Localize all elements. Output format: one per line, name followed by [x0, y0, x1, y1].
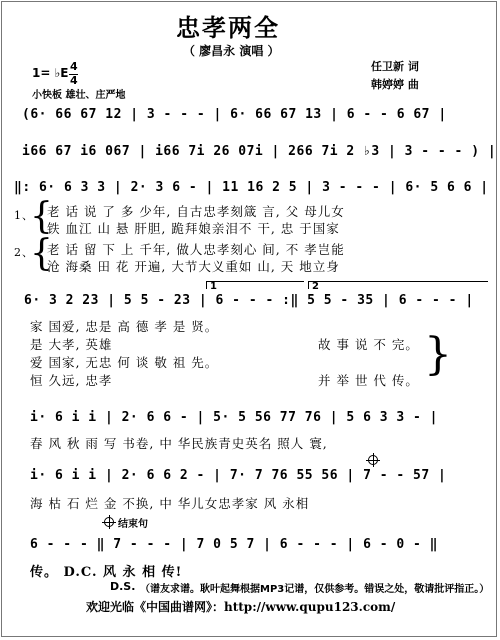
ending-1-number: 1 [210, 281, 217, 292]
verse-brace-left: { [30, 196, 53, 237]
lyric-5: 春 风 秋 雨 写 书卷, 中 华民族青史英名 照人 寰, [30, 436, 328, 451]
site-footer: 欢迎光临《中国曲谱网》：http://www.qupu123.com/ [86, 600, 396, 614]
score-line-7: 6 - - - ‖ 7 - - - | 7 0 5 7 | 6 - - - | 6 - 0 - ‖ [30, 537, 439, 552]
verse-1-label: 1、 [14, 209, 34, 222]
lyric-4b: 是 大孝, 英雄 [30, 337, 113, 352]
lyric-4b-right: 故 事 说 不 完。 [318, 337, 419, 352]
transcriber-note: （谱友求谱。耿叶起舞根据MP3记谱，仅供参考。错误之处，敬请批评指正。） [140, 584, 490, 595]
tempo-marking: 小快板 雄壮、庄严地 [32, 90, 126, 101]
lyric-4a: 家 国爱, 忠是 高 德 孝 是 贤。 [30, 319, 219, 334]
score-line-1: (6· 66 67 12 | 3 - - - | 6· 66 67 13 | 6 - - 6 67 | [22, 107, 447, 122]
score-line-2: i66 67 i6 067 | i66 7i 26 07i | 266 7i 2 ♭3 | 3 - - - ) | [22, 144, 497, 159]
lyric-4d: 恒 久远, 忠孝 [30, 373, 113, 388]
song-title: 忠孝两全 [176, 13, 280, 42]
lyric-6: 海 枯 石 烂 金 不换, 中 华儿女忠孝家 风 永相 [30, 496, 310, 511]
score-line-4: 6· 3 2 23 | 5 5 - 23 | 6 - - - :‖ 5 5 - 35 | 6 - - - | [24, 293, 474, 308]
composer-credit: 韩婷婷 曲 [371, 78, 419, 91]
lyric-4d-right: 并 举 世 代 传。 [318, 373, 419, 388]
verse-2-line-b: 沧 海桑 田 花 开遍, 大节大义重如 山, 天 地立身 [47, 259, 340, 274]
verse-brace-left-2: { [30, 233, 53, 274]
verse-2-label: 2、 [14, 246, 34, 259]
lyric-7: 传。 D.C. 风 永 相 传! [30, 565, 183, 580]
verse-brace-right: } [424, 329, 452, 380]
verse-2-line-a: 老 话 留 下 上 千年, 做人忠孝刻心 间, 不 孝岂能 [47, 242, 345, 257]
coda-label: 结束句 [118, 519, 148, 530]
coda-icon [104, 517, 114, 527]
ending-2-number: 2 [312, 281, 319, 292]
ending-2-bracket [308, 281, 488, 282]
score-line-3: ‖: 6· 6 3 3 | 2· 3 6 - | 11 16 2 5 | 3 - - - | 6· 5 6 6 | [14, 180, 489, 195]
key-signature: 1= ♭E [32, 66, 69, 80]
ending-1-bracket-left [206, 281, 207, 289]
verse-1-line-a: 老 话 说 了 多 少年, 自古忠孝刻箴 言, 父 母儿女 [47, 204, 345, 219]
singer-credit: （ 廖昌永 演唱 ） [183, 44, 280, 58]
score-line-5: i· 6 i i | 2· 6 6 - | 5· 5 56 77 76 | 5 6 3 3 - | [30, 410, 439, 425]
ds-label: D.S. [110, 580, 136, 593]
lyricist-credit: 任卫新 词 [371, 60, 419, 73]
time-signature-bottom: 4 [70, 74, 78, 87]
verse-1-line-b: 铁 血江 山 悬 肝胆, 跪拜娘亲泪不 干, 忠 于国家 [47, 221, 340, 236]
ending-1-bracket [206, 281, 304, 282]
time-signature-top: 4 [70, 60, 78, 73]
lyric-4c: 爱 国家, 无忠 何 谈 敬 祖 先。 [30, 355, 219, 370]
score-line-6: i· 6 i i | 2· 6 6 2 - | 7· 7 76 55 56 | 7 - - 57 | [30, 468, 447, 483]
segno-coda-icon [368, 455, 378, 465]
ending-2-bracket-left [308, 281, 309, 289]
